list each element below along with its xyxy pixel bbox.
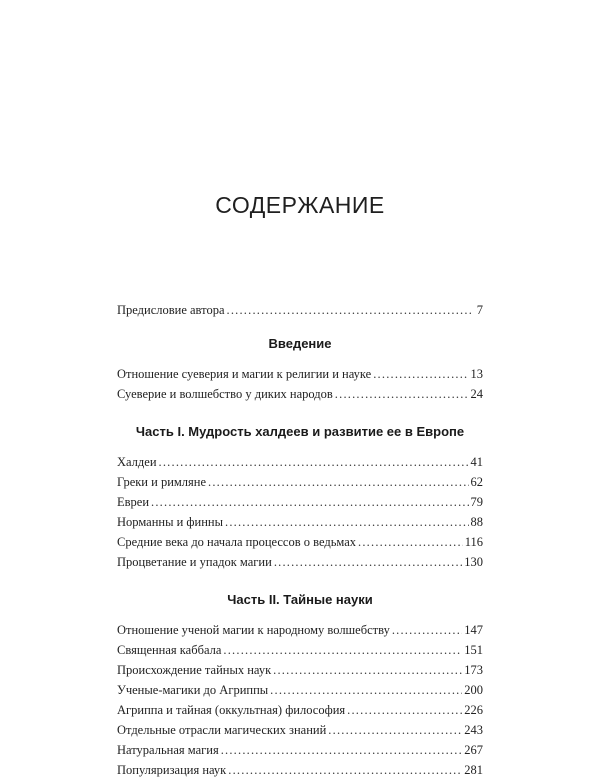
- toc-entry-label: Священная каббала: [117, 643, 222, 657]
- toc-entry-page: 151: [464, 643, 483, 657]
- toc-entry-label: Евреи: [117, 495, 150, 509]
- toc-entry-page: 281: [464, 763, 483, 777]
- toc-entry: [117, 492, 483, 512]
- toc-entry-label: Натуральная магия: [117, 743, 219, 757]
- toc-entry-page: 13: [470, 367, 483, 381]
- dot-leader: [159, 452, 469, 472]
- toc-entry: [117, 532, 483, 552]
- dot-leader: [221, 740, 463, 760]
- toc-entry-page: 79: [470, 495, 483, 509]
- toc-entry-page: 24: [470, 387, 483, 401]
- dot-leader: [270, 680, 462, 700]
- toc-entry-page: 200: [464, 683, 483, 697]
- toc-entry-label: Агриппа и тайная (оккультная) философия: [117, 703, 346, 717]
- toc-entry-label: Суеверие и волшебство у диких народов: [117, 387, 333, 401]
- toc-entry-page: 173: [464, 663, 483, 677]
- toc-entry-label: Происхождение тайных наук: [117, 663, 272, 677]
- toc-entry-label: Отношение суеверия и магии к религии и науке: [117, 367, 372, 381]
- dot-leader: [347, 700, 462, 720]
- toc-entry: [117, 620, 483, 640]
- toc-entry-page: 147: [464, 623, 483, 637]
- dot-leader: [151, 492, 468, 512]
- dot-leader: [227, 300, 472, 320]
- toc-entry: [117, 384, 483, 404]
- dot-leader: [328, 720, 462, 740]
- toc-entry: [117, 512, 483, 532]
- dot-leader: [274, 552, 462, 572]
- section-heading-part-1: Часть I. Мудрость халдеев и развитие ее в Европе: [135, 424, 465, 439]
- toc-entry-label: Средние века до начала процессов о ведьмах: [117, 535, 357, 549]
- toc-entry-page: 62: [470, 475, 483, 489]
- toc-entry-label: Греки и римляне: [117, 475, 207, 489]
- toc-entry-page: 130: [464, 555, 483, 569]
- toc-entry-label: Ученые-магики до Агриппы: [117, 683, 269, 697]
- toc-entry: [117, 760, 483, 780]
- toc-entry-preface: [117, 300, 483, 320]
- dot-leader: [208, 472, 468, 492]
- toc-entry-label: Отношение ученой магии к народному волшебству: [117, 623, 390, 637]
- dot-leader: [358, 532, 463, 552]
- toc-entry-label: Отдельные отрасли магических знаний: [117, 723, 327, 737]
- toc-entry-label: Халдеи: [117, 455, 157, 469]
- dot-leader: [273, 660, 462, 680]
- table-of-contents: [117, 300, 483, 780]
- toc-entry: [117, 640, 483, 660]
- dot-leader: [225, 512, 469, 532]
- toc-entry-label: Популяризация наук: [117, 763, 227, 777]
- toc-entry-page: 7: [476, 303, 483, 317]
- toc-entry-page: 116: [464, 535, 483, 549]
- toc-entry-page: 41: [470, 455, 483, 469]
- toc-entry-label: Предисловие автора: [117, 303, 225, 317]
- page-title: СОДЕРЖАНИЕ: [215, 192, 385, 218]
- dot-leader: [335, 384, 469, 404]
- toc-entry-label: Норманны и финны: [117, 515, 223, 529]
- toc-entry: [117, 364, 483, 384]
- toc-entry-page: 267: [464, 743, 483, 757]
- toc-entry: [117, 552, 483, 572]
- dot-leader: [228, 760, 462, 780]
- toc-entry: [117, 452, 483, 472]
- toc-entry-page: 243: [464, 723, 483, 737]
- toc-entry: [117, 472, 483, 492]
- dot-leader: [373, 364, 468, 384]
- toc-entry-page: 226: [464, 703, 483, 717]
- toc-entry: [117, 740, 483, 760]
- toc-entry: [117, 700, 483, 720]
- toc-entry-label: Процветание и упадок магии: [117, 555, 272, 569]
- toc-entry-page: 88: [470, 515, 483, 529]
- dot-leader: [392, 620, 462, 640]
- section-heading-part-2: Часть II. Тайные науки: [227, 592, 373, 607]
- section-heading-introduction: Введение: [268, 336, 332, 351]
- toc-entry: [117, 720, 483, 740]
- dot-leader: [223, 640, 462, 660]
- toc-entry: [117, 660, 483, 680]
- toc-entry: [117, 680, 483, 700]
